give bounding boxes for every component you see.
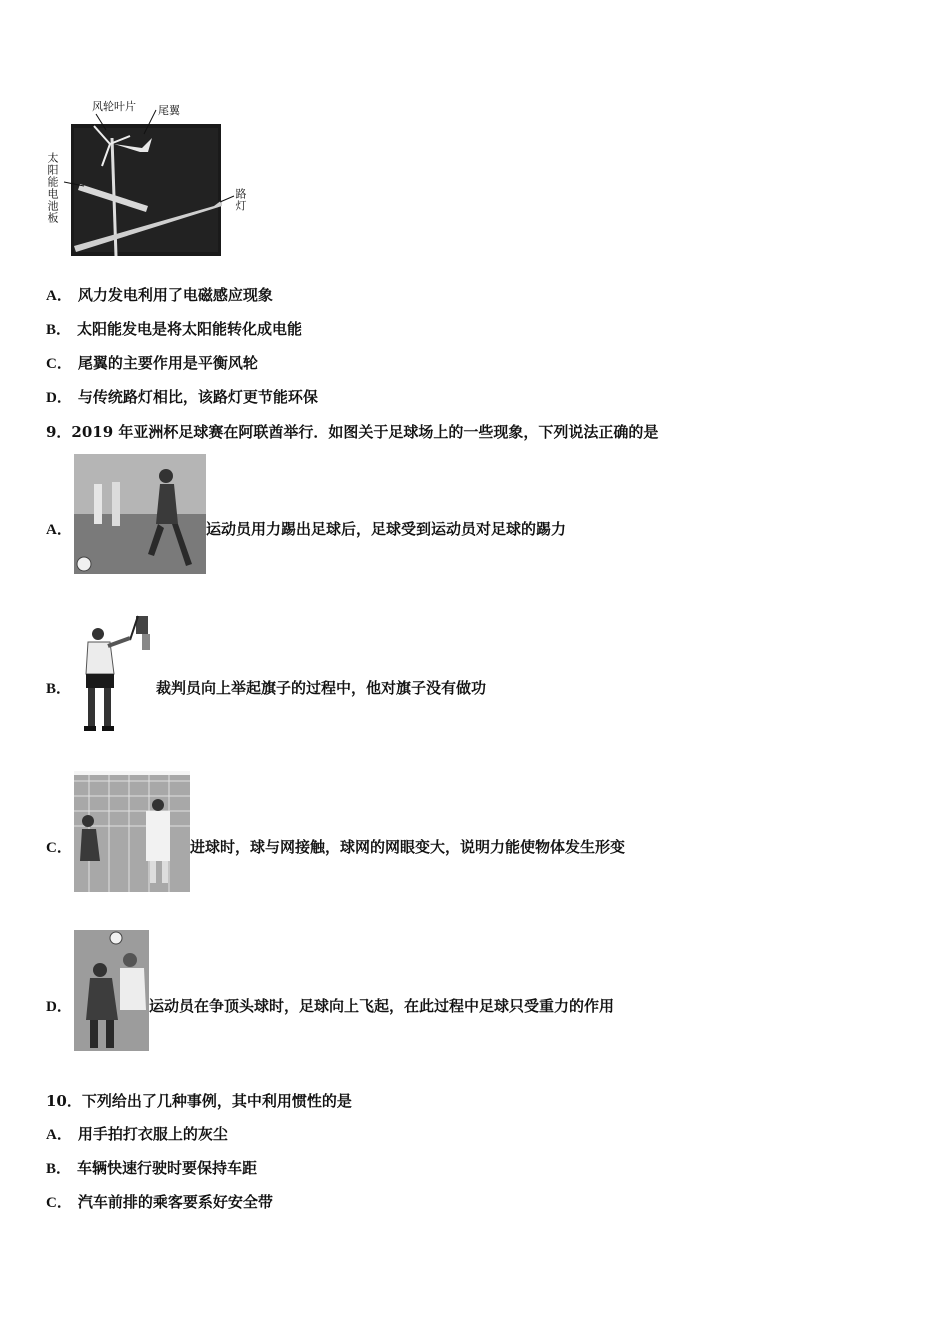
q9-option-b-text[interactable]: 裁判员向上举起旗子的过程中，他对旗子没有做功	[156, 679, 487, 697]
tail-label: 尾翼	[158, 104, 180, 117]
q9-option-c-text[interactable]: 进球时，球与网接触，球网的网眼变大，说明力能使物体发生形变	[190, 838, 626, 856]
q10-stem: 10．下列给出了几种事例，其中利用惯性的是	[46, 1092, 352, 1110]
referee-flag-photo	[74, 612, 156, 734]
player-kicking-drawing	[74, 454, 206, 574]
referee-flag-drawing	[74, 612, 156, 734]
q9-option-d-label: D．	[46, 999, 72, 1015]
panel-label: 太阳能电池板	[46, 152, 59, 224]
q8-option-d[interactable]: D． 与传统路灯相比，该路灯更节能环保	[46, 388, 318, 406]
player-kicking-photo	[74, 454, 206, 574]
wind-solar-lamp-drawing	[44, 96, 254, 266]
q9-option-c-label: C．	[46, 840, 72, 856]
lamp-label: 路灯	[234, 188, 247, 212]
header-drawing	[74, 930, 149, 1051]
goal-net-drawing	[74, 771, 190, 892]
q10-option-a[interactable]: A． 用手拍打衣服上的灰尘	[46, 1125, 228, 1143]
blades-label: 风轮叶片	[92, 100, 136, 113]
q9-option-a-label: A．	[46, 522, 72, 538]
q8-option-b[interactable]: B． 太阳能发电是将太阳能转化成电能	[46, 320, 303, 338]
q8-option-c[interactable]: C． 尾翼的主要作用是平衡风轮	[46, 354, 258, 372]
q9-option-b-label: B．	[46, 681, 72, 697]
q9-option-d-text[interactable]: 运动员在争顶头球时，足球向上飞起，在此过程中足球只受重力的作用	[149, 997, 615, 1015]
q8-option-a[interactable]: A． 风力发电利用了电磁感应现象	[46, 286, 273, 304]
goal-net-photo	[74, 771, 190, 892]
q9-stem: 9．2019 年亚洲杯足球赛在阿联酋举行．如图关于足球场上的一些现象，下列说法正确的是	[46, 423, 659, 441]
q9-option-a-text[interactable]: 运动员用力踢出足球后，足球受到运动员对足球的踢力	[206, 520, 567, 538]
q10-option-b[interactable]: B． 车辆快速行驶时要保持车距	[46, 1159, 258, 1177]
wind-solar-lamp-figure	[44, 96, 254, 266]
q10-option-c[interactable]: C． 汽车前排的乘客要系好安全带	[46, 1193, 273, 1211]
header-photo	[74, 930, 149, 1051]
